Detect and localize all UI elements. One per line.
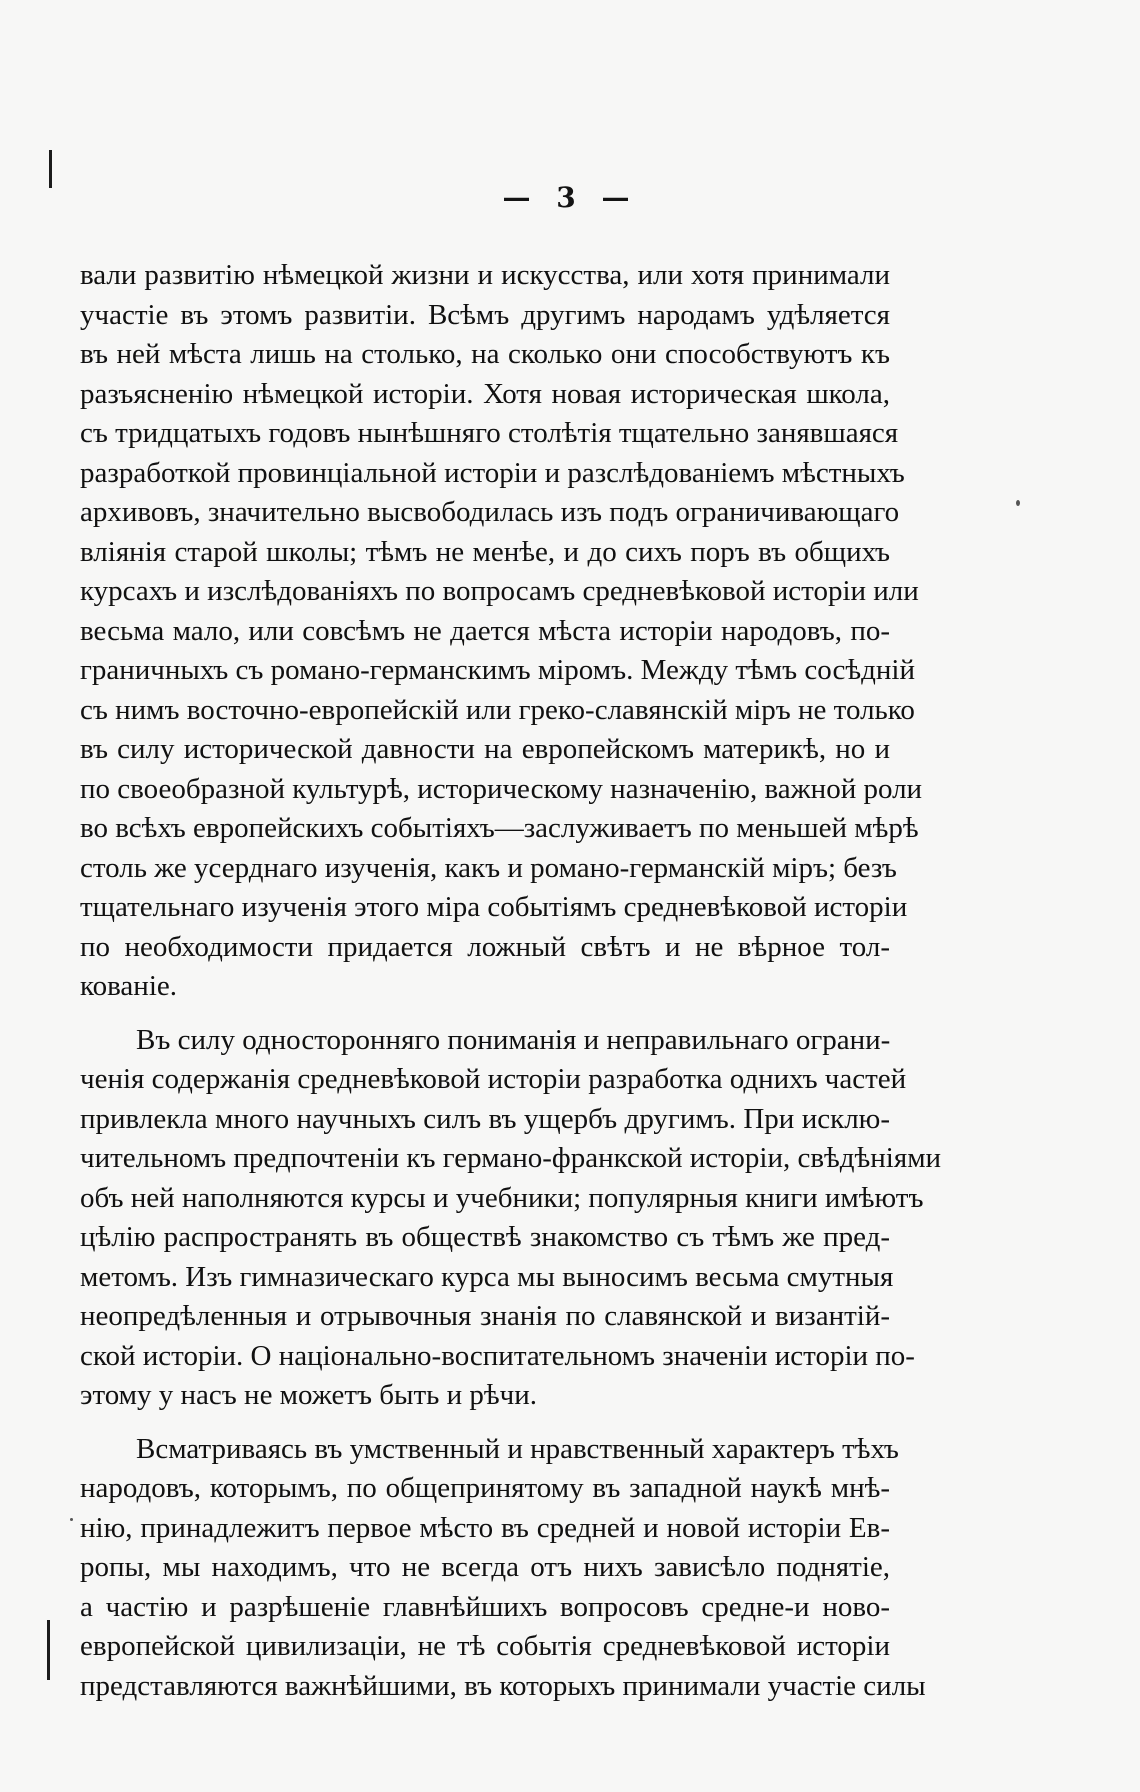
text-line: Въ силу односторонняго пониманія и неправильнаго ограни-	[136, 1023, 891, 1056]
paragraph-gap	[80, 1416, 890, 1430]
text-line: столь же усерднаго изученія, какъ и романо-германскій міръ; безъ	[80, 851, 897, 884]
text-line: участіе въ этомъ развитіи. Всѣмъ другимъ народамъ удѣляется	[80, 298, 890, 331]
text-line: цѣлію распространять въ обществѣ знакомство съ тѣмъ же пред-	[80, 1221, 890, 1253]
text-line: по необходимости придается ложный свѣтъ и не вѣрное тол-	[80, 930, 890, 963]
text-line: по своеобразной культурѣ, историческому назначенію, важной роли	[80, 772, 923, 805]
text-line: этому у насъ не можетъ быть и рѣчи.	[80, 1379, 538, 1411]
binding-edge-mark	[47, 1620, 50, 1680]
text-line: съ тридцатыхъ годовъ нынѣшняго столѣтія тщательно занявшаяся	[80, 417, 899, 449]
body-text	[80, 256, 942, 1706]
text-line: неопредѣленныя и отрывочныя знанія по славянской и византій-	[80, 1300, 890, 1332]
text-line: народовъ, которымъ, по общепринятому въ западной наукѣ мнѣ-	[80, 1472, 890, 1504]
text-line: кованіе.	[80, 970, 177, 1002]
text-line: Всматриваясь въ умственный и нравственный характеръ тѣхъ	[136, 1432, 899, 1465]
text-line: разработкой провинціальной исторіи и разслѣдованіемъ мѣстныхъ	[80, 456, 905, 489]
text-line: граничныхъ съ романо-германскимъ міромъ. Между тѣмъ сосѣдній	[80, 654, 915, 686]
text-line: ской исторіи. О національно-воспитательномъ значеніи исторіи по-	[80, 1339, 915, 1372]
text-line: во всѣхъ европейскихъ событіяхъ—заслуживаетъ по меньшей мѣрѣ	[80, 812, 919, 844]
text-line: разъясненію нѣмецкой исторіи. Хотя новая историческая школа,	[80, 377, 890, 410]
text-line: въ ней мѣста лишь на столько, на сколько они способствуютъ къ	[80, 338, 890, 370]
text-line: курсахъ и изслѣдованіяхъ по вопросамъ средневѣковой исторіи или	[80, 575, 919, 607]
text-line: привлекла много научныхъ силъ въ ущербъ другимъ. При исклю-	[80, 1102, 890, 1135]
text-line: европейской цивилизаціи, не тѣ событія средневѣковой исторіи	[80, 1630, 890, 1662]
paragraph	[80, 256, 923, 1007]
page-number: — 3 —	[502, 181, 638, 214]
print-speck	[1016, 500, 1020, 506]
text-line: представляются важнѣйшими, въ которыхъ принимали участіе силы	[80, 1669, 926, 1702]
text-line: чительномъ предпочтеніи къ германо-франкской исторіи, свѣдѣніями	[80, 1142, 942, 1174]
text-line: архивовъ, значительно высвободилась изъ подъ ограничивающаго	[80, 496, 900, 528]
text-line: въ силу исторической давности на европейскомъ материкѣ, но и	[80, 733, 890, 765]
text-line: а частію и разрѣшеніе главнѣйшихъ вопросовъ средне-и ново-	[80, 1590, 890, 1623]
text-line: объ ней наполняются курсы и учебники; популярныя книги имѣютъ	[80, 1181, 924, 1214]
text-line: нію, принадлежитъ первое мѣсто въ средней и новой исторіи Ев-	[80, 1511, 890, 1544]
text-line: вали развитію нѣмецкой жизни и искусства, или хотя принимали	[80, 259, 890, 291]
text-line: весьма мало, или совсѣмъ не дается мѣста исторіи народовъ, по-	[80, 614, 890, 647]
text-line: съ нимъ восточно-европейскій или греко-славянскій міръ не только	[80, 693, 915, 726]
text-line: ропы, мы находимъ, что не всегда отъ нихъ зависѣло поднятіе,	[80, 1551, 890, 1583]
text-line: тщательнаго изученія этого міра событіямъ средневѣковой исторіи	[80, 891, 908, 923]
paragraph-gap	[80, 1007, 890, 1021]
paragraph	[80, 1430, 926, 1707]
paragraph	[80, 1021, 942, 1416]
print-speck	[70, 1518, 73, 1521]
text-line: ченія содержанія средневѣковой исторіи разработка однихъ частей	[80, 1063, 907, 1095]
text-line: вліянія старой школы; тѣмъ не менѣе, и до сихъ поръ въ общихъ	[80, 535, 890, 568]
text-line: метомъ. Изъ гимназическаго курса мы выносимъ весьма смутныя	[80, 1260, 894, 1293]
